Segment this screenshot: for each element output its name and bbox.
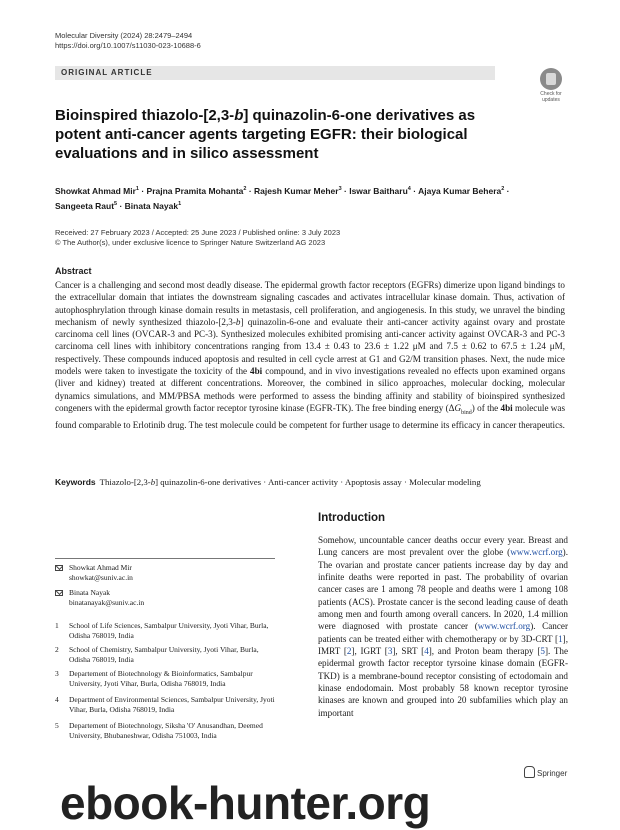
watermark: ebook-hunter.org xyxy=(60,777,431,829)
introduction-heading: Introduction xyxy=(318,512,386,524)
check-updates-icon xyxy=(540,68,562,90)
article-type-banner: ORIGINAL ARTICLE xyxy=(55,66,495,80)
author[interactable]: Binata Nayak$^1$ xyxy=(124,200,182,211)
affiliation: 4 Department of Environmental Sciences, Sambalpur University, Jyoti Vihar, Burla, Odisha 768019, India xyxy=(55,695,275,714)
affiliation: 3 Departement of Biotechnology & Bioinformatics, Sambalpur University, Jyoti Vihar, Burla, Odisha 768019, India xyxy=(55,669,253,688)
journal-citation: Molecular Diversity (2024) 28:2479–2494 xyxy=(55,31,193,40)
publication-dates xyxy=(55,228,340,248)
keywords: Keywords Thiazolo-[2,3-b] quinazolin-6-one derivatives · Anti-cancer activity · Apoptosis assay · Molecular modeling xyxy=(55,477,481,487)
reference-link[interactable]: 1 xyxy=(558,633,563,644)
reference-link[interactable]: 4 xyxy=(424,646,429,657)
mail-icon xyxy=(55,565,63,571)
wcrf-link[interactable]: www.wcrf.org xyxy=(510,547,563,558)
footnote-divider xyxy=(55,558,275,559)
author-list: Showkat Ahmad Mir$^1$ · Prajna Pramita Mohanta$^2$ · Rajesh Kumar Meher$^3$ · Iswar Baitharu$^4$ · Ajaya Kumar Behera$^2$ · Sangeeta Raut$^5$ · Binata Nayak$^1$ xyxy=(55,185,510,211)
email-link[interactable]: binatanayak@suniv.ac.in xyxy=(69,597,145,607)
email-link[interactable]: showkat@suniv.ac.in xyxy=(69,572,133,582)
author[interactable]: Iswar Baitharu$^4$ xyxy=(349,185,411,196)
wcrf-link[interactable]: www.wcrf.org xyxy=(477,621,531,632)
doi-link[interactable]: https://doi.org/10.1007/s11030-023-10688-6 xyxy=(55,41,201,50)
corresponding-author: Binata Nayak binatanayak@suniv.ac.in xyxy=(55,588,280,607)
introduction-text: Somehow, uncountable cancer deaths occur every year. Breast and Lung cancers are most prevalent over the globe (www.wcrf.org). The ovarian and prostate cancer patients increase day by day and infinite deaths were reported in past. The probability of ovarian cancer cases are 1 among 78 people and deaths were 1 among 108 patients (ACS). Prostate cancer is the second leading cause of death among men and fourth among overall cancers. In 2020, 1.4 million were diagnosed with prostate cancer (www.wcrf.org). Cancer patients can be treated either with chemotherapy or by 3D-CRT [1], IMRT [2], IGRT [3], SRT [4], and Proton beam therapy [5]. The epidermal growth factor receptor tyrsoine kinase domain (EGFR-TKD) is a membrane-bound receptor consisting of ectodomain and kinase endodomain. Most probably 58 known receptor tyrosine kinases are known and grouped into 20 subfamilies which play an important xyxy=(318,535,569,718)
journal-header xyxy=(55,31,201,51)
affiliation: 2 School of Chemistry, Sambalpur University, Jyoti Vihar, Burla, Odisha 768019, India xyxy=(55,645,259,664)
check-updates-label: Check for updates xyxy=(540,91,562,103)
reference-link[interactable]: 2 xyxy=(346,646,352,657)
author[interactable]: Sangeeta Raut$^5$ xyxy=(55,200,118,211)
reference-link[interactable]: 5 xyxy=(540,646,545,657)
author[interactable]: Prajna Pramita Mohanta$^2$ xyxy=(146,185,247,196)
abstract-text: Cancer is a challenging and second most deadly disease. The epidermal growth factor receptors (EGFRs) dimerize upon ligand bindings to the extracellular domain that intiates the downstream signaling cascades and activates intracellular kinase domain. Thus, activation of autophosphrylation through kinase domain results in metastasis, cell proliferation, and angiogenesis. In this study, we unravel the binding mechanism of newly synthesized thiazolo-[2,3-b] quinazolin-6-one and evaluate their anti-cancer activity against ovary and prostate carcinoma cell lines (OVCAR-3 and PC-3). Synthesized molecules exhibited promising anti-cancer activity against OVCAR-3 and PC-3 carcinoma cell lines with inhibitory concentrations ranging from 13.4 ± 0.43 to 23.6 ± 1.22 μM and 7.5 ± 0.62 to 67.5 ± 1.24 μM, respectively. These compounds induced apoptosis and resulted in cell cycle arrest at G1 and G2/M transition phases. Next, the nude mice models were taken to investigate the toxicity of the 4bi compound, and in vivo investigations revealed no effects upon examined organs (liver and kidney) treated at different concentrations. Moreover, the combined in silico approaches, molecular docking, molecular dynamics simulations, and MM/PBSA methods were performed to assess the binding affinity and stability of bioinspired synthesized congeners with the epidermal growth factor receptor tyrosine kinase (EGFR-TK). The free binding energy $(\Delta G_{bind})$ of the 4bi molecule was found comparable to Erlotinib drug. The test molecule could be competent for further usage to determine its efficacy in cancer therapeutics. xyxy=(55,280,566,431)
article-title: Bioinspired thiazolo-[2,3-b] quinazolin-6-one derivatives as potent anti-cancer agents targeting EGFR: their biological evaluations and in silico assessment xyxy=(55,107,476,162)
affiliation: 5 Departement of Biotechnology, Siksha 'O' Anusandhan, Deemed University, Bhubaneshwar, Odisha 751003, India xyxy=(55,721,263,740)
corresponding-author: Showkat Ahmad Mir showkat@suniv.ac.in xyxy=(55,563,280,582)
publisher-logo: Springer xyxy=(524,766,567,778)
keywords-label: Keywords xyxy=(55,477,96,487)
mail-icon xyxy=(55,590,63,596)
author[interactable]: Ajaya Kumar Behera$^2$ xyxy=(418,185,505,196)
copyright-notice: © The Author(s), under exclusive licence to Springer Nature Switzerland AG 2023 xyxy=(55,238,326,247)
author[interactable]: Rajesh Kumar Meher$^3$ xyxy=(254,185,342,196)
reference-link[interactable]: 3 xyxy=(387,646,393,657)
history-dates: Received: 27 February 2023 / Accepted: 25 June 2023 / Published online: 3 July 2023 xyxy=(55,228,341,237)
author[interactable]: Showkat Ahmad Mir$^1$ xyxy=(55,185,139,196)
check-for-updates-button[interactable] xyxy=(536,68,566,103)
affiliation: 1 School of Life Sciences, Sambalpur University, Jyoti Vihar, Burla, Odisha 768019, India xyxy=(55,621,269,640)
abstract-heading: Abstract xyxy=(55,266,92,276)
